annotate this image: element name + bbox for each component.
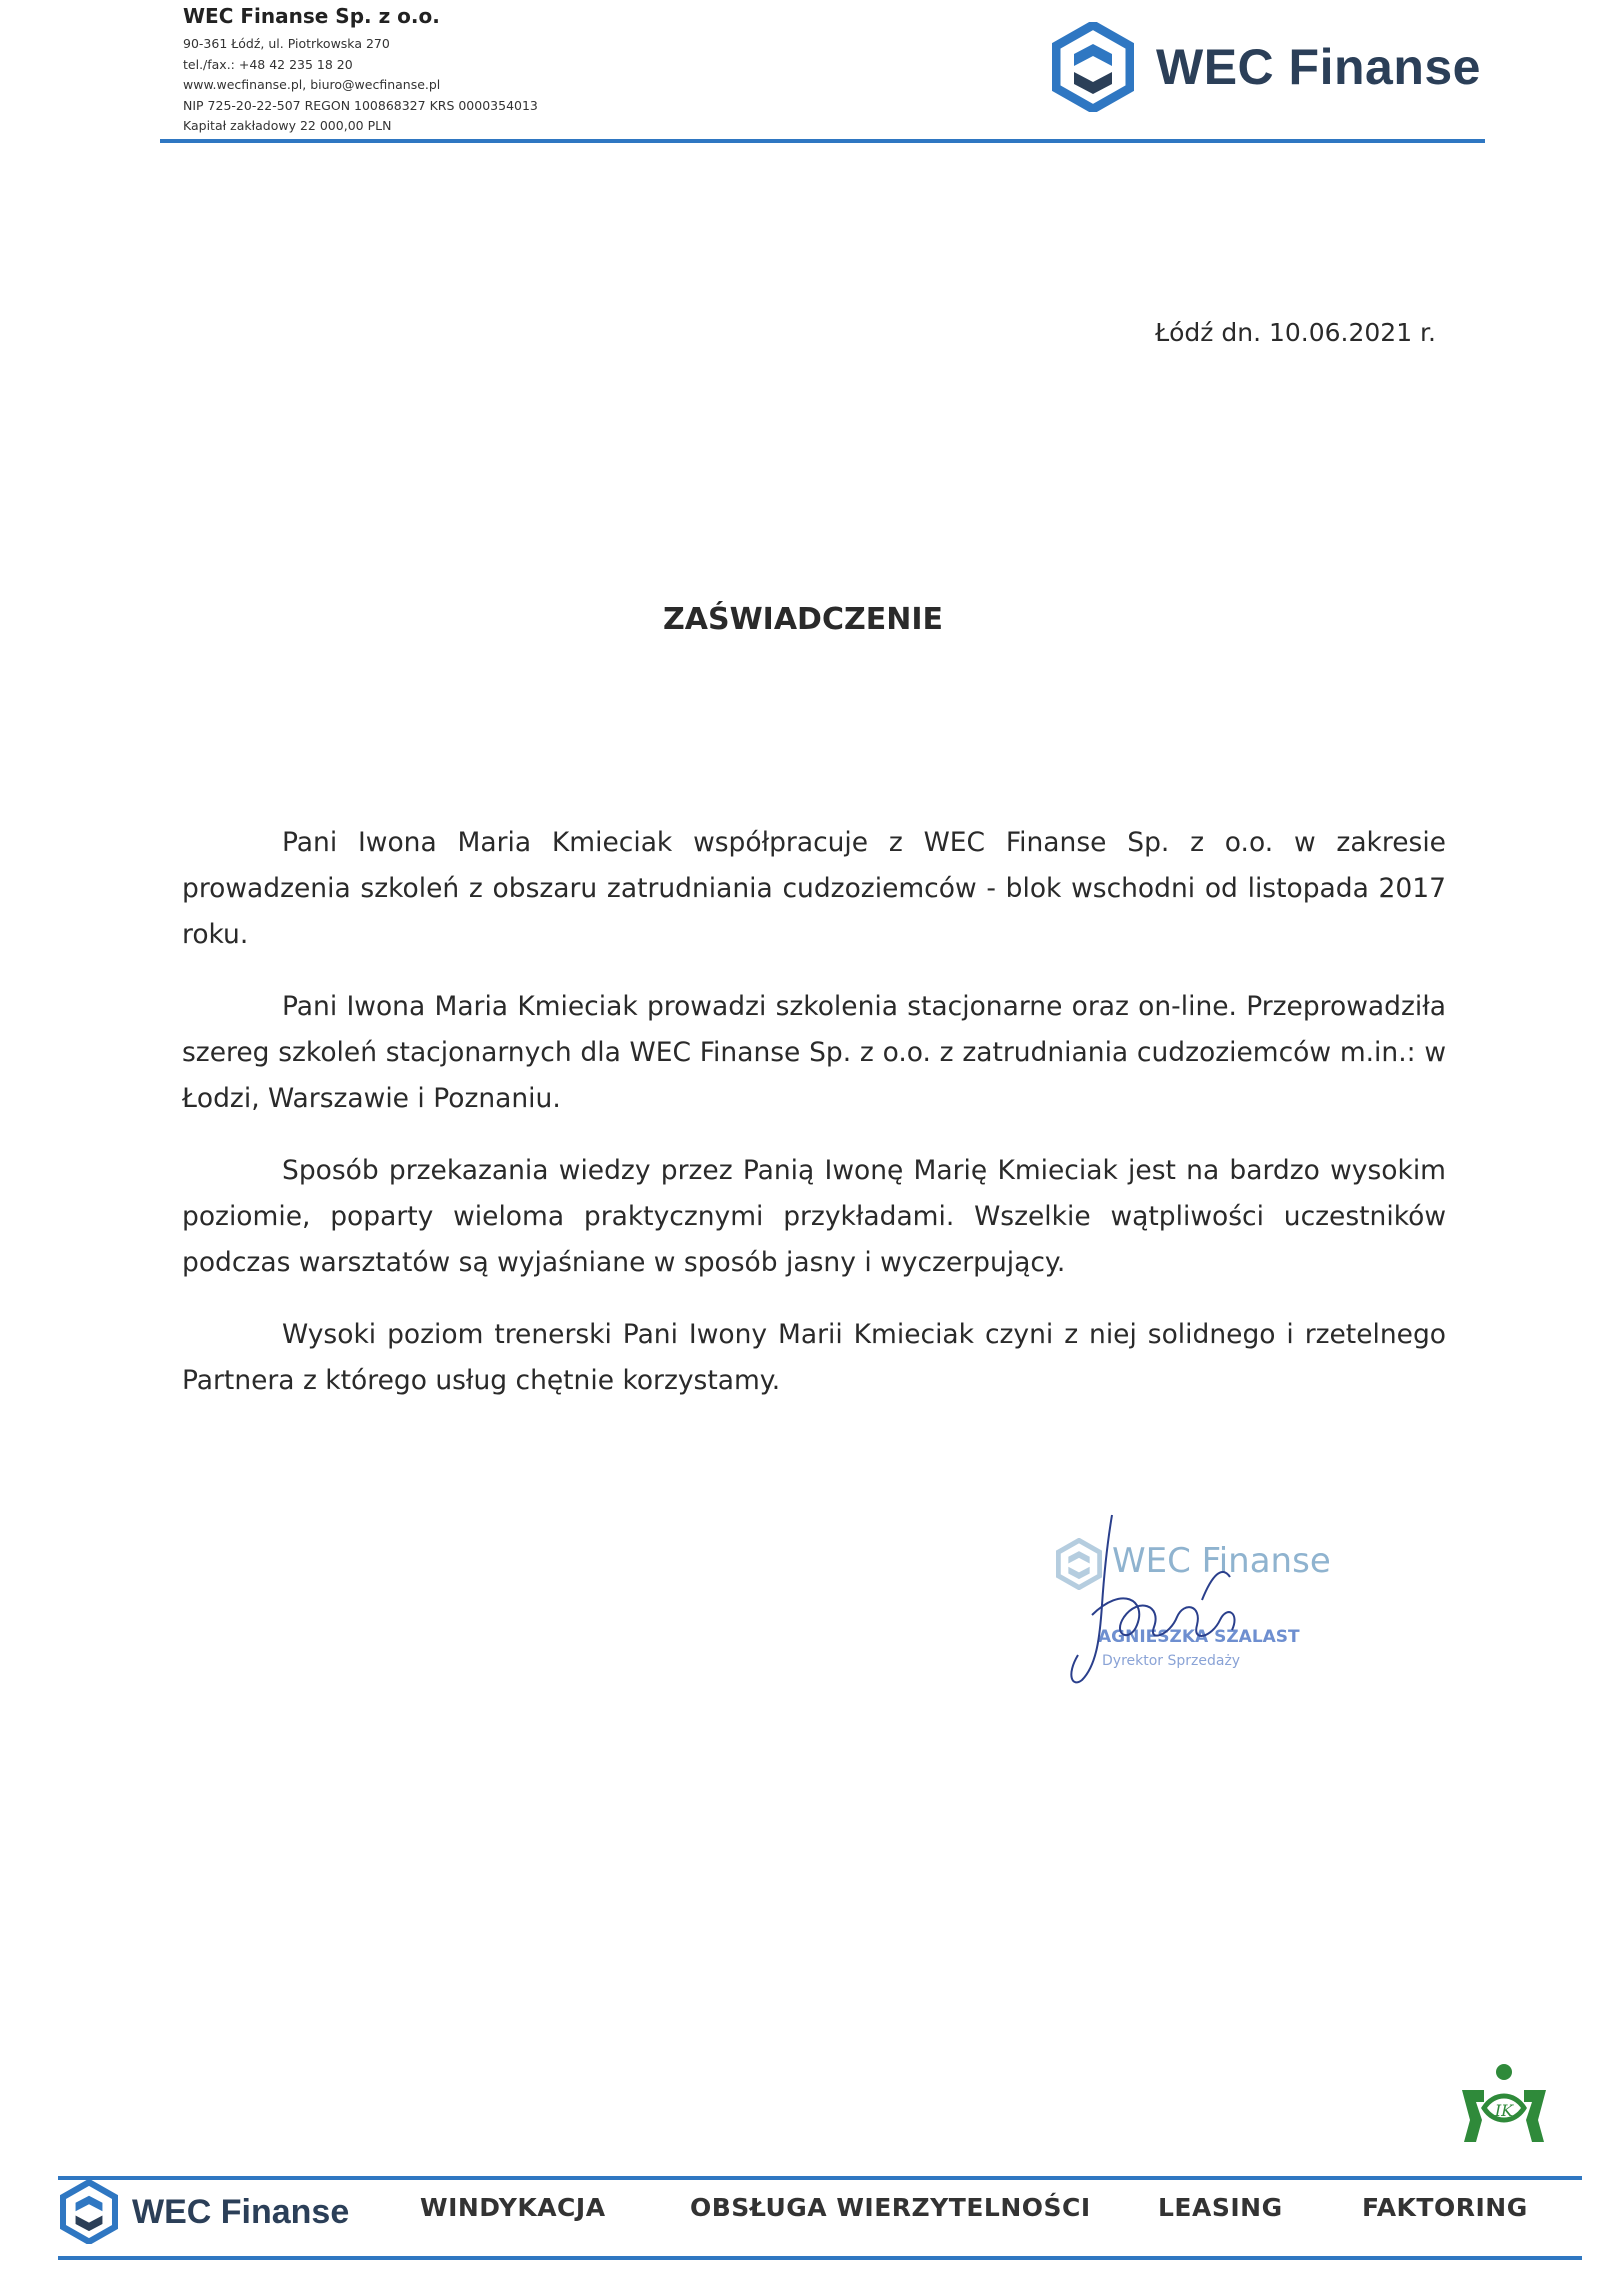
paragraph-3: Sposób przekazania wiedzy przez Panią Iwonę Marię Kmieciak jest na bardzo wysokim poziomie, poparty wieloma praktycznymi przykładami. Wszelkie wątpliwości uczestników podczas warsztatów są wyjaśniane w sposób jasny i wyczerpujący.: [182, 1155, 1446, 1278]
letter-date: Łódź dn. 10.06.2021 r.: [1155, 318, 1436, 347]
company-name: WEC Finanse Sp. z o.o.: [183, 4, 440, 28]
handwritten-signature: [1052, 1505, 1282, 1705]
header-logo: [1052, 22, 1481, 112]
wec-finanse-logo-icon: [1052, 22, 1134, 112]
document-title: ZAŚWIADCZENIE: [663, 602, 943, 637]
company-details: [183, 34, 538, 137]
paragraph-4: Wysoki poziom trenerski Pani Iwony Marii Kmieciak czyni z niej solidnego i rzetelnego Partnera z którego usług chętnie korzystamy.: [182, 1319, 1446, 1396]
footer-service-windykacja: WINDYKACJA: [420, 2193, 606, 2222]
footer-divider-bottom: [58, 2256, 1582, 2260]
company-stamp: [1052, 1505, 1382, 1705]
company-address: 90-361 Łódź, ul. Piotrkowska 270: [183, 36, 390, 51]
footer-service-leasing: LEASING: [1158, 2193, 1283, 2222]
footer-logo: [60, 2180, 349, 2244]
footer-service-obsluga-wierzytelnosci: OBSŁUGA WIERZYTELNOŚCI: [690, 2193, 1091, 2222]
signatory-role: Dyrektor Sprzedaży: [1102, 1653, 1241, 1669]
paragraph-2: Pani Iwona Maria Kmieciak prowadzi szkolenia stacjonarne oraz on-line. Przeprowadziła szereg szkoleń stacjonarnych dla WEC Finanse Sp. z o.o. z zatrudniania cudzoziemców m.in.: w Łodzi, Warszawie i Poznaniu.: [182, 991, 1446, 1114]
paragraph-1: Pani Iwona Maria Kmieciak współpracuje z WEC Finanse Sp. z o.o. w zakresie prowadzenia szkoleń z obszaru zatrudniania cudzoziemców - blok wschodni od listopada 2017 roku.: [182, 827, 1446, 950]
letter-body: [182, 820, 1446, 1430]
company-capital: Kapitał zakładowy 22 000,00 PLN: [183, 118, 392, 133]
footer-logo-icon: [60, 2180, 118, 2244]
ik-logo-icon: [1454, 2062, 1554, 2154]
company-registration: NIP 725-20-22-507 REGON 100868327 KRS 0000354013: [183, 97, 538, 113]
footer-service-faktoring: FAKTORING: [1362, 2193, 1528, 2222]
ik-logo-text: IK: [1494, 2101, 1514, 2120]
header-divider: [160, 139, 1485, 143]
stamp-brand: WEC Finanse: [1112, 1541, 1331, 1581]
footer-logo-text: WEC Finanse: [132, 2192, 350, 2231]
signatory-name: AGNIESZKA SZALAST: [1098, 1627, 1300, 1647]
company-phone: tel./fax.: +48 42 235 18 20: [183, 56, 353, 72]
company-web-email: www.wecfinanse.pl, biuro@wecfinanse.pl: [183, 77, 441, 92]
header-logo-text: WEC Finanse: [1156, 39, 1481, 95]
